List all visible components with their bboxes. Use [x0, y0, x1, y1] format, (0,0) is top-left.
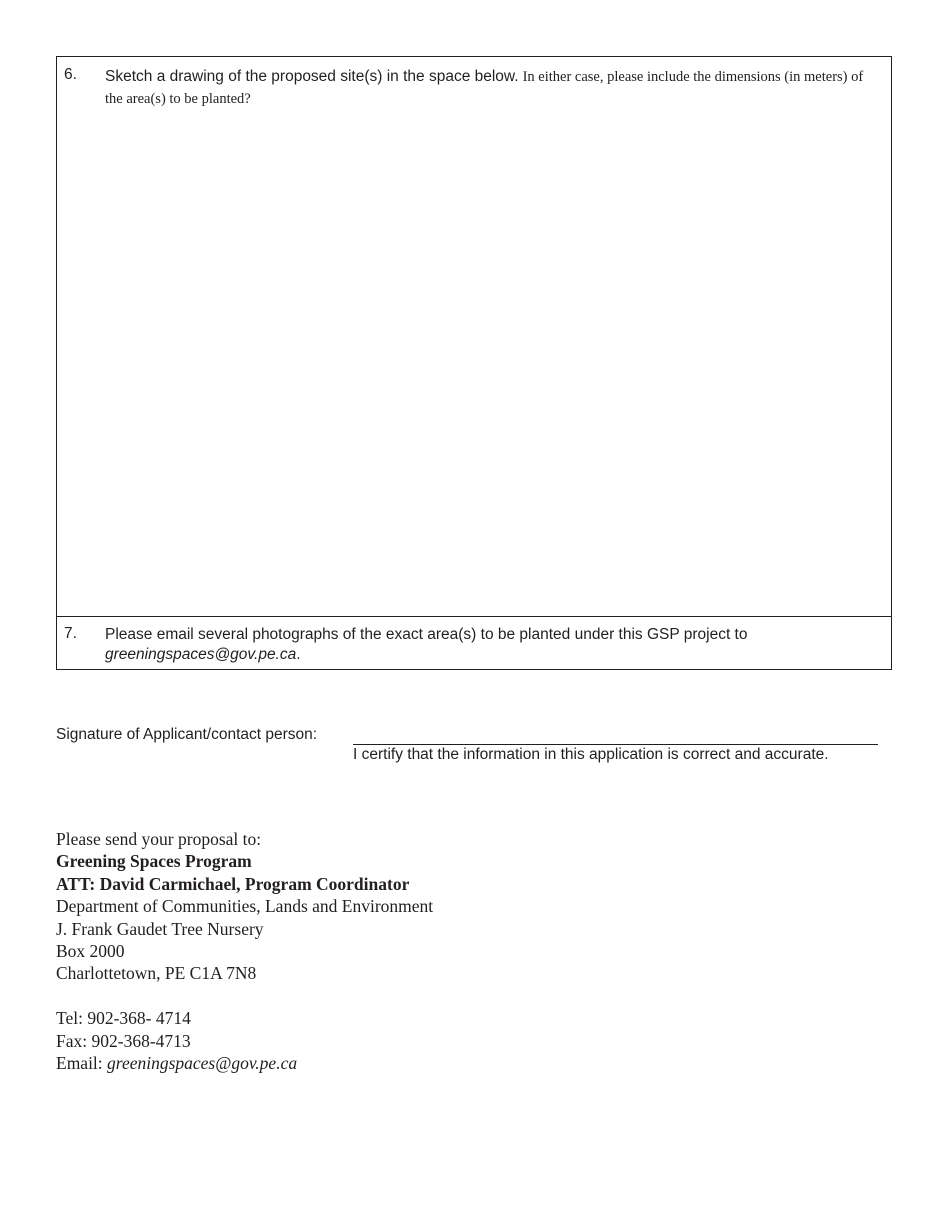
email-label: Email: — [56, 1053, 103, 1074]
signature-line[interactable] — [353, 744, 878, 745]
question-6-note: In either case, please include the dimensions (in meters) of the area(s) to be planted? — [105, 69, 864, 107]
fax-label: Fax: — [56, 1030, 88, 1051]
mailing-address — [56, 828, 433, 1074]
po-box: Box 2000 — [56, 941, 125, 962]
question-7-period: . — [296, 646, 301, 663]
sketch-area[interactable] — [57, 117, 891, 616]
certify-statement: I certify that the information in this application is correct and accurate. — [353, 746, 829, 763]
question-7-email: greeningspaces@gov.pe.ca — [105, 646, 297, 663]
city-postal: Charlottetown, PE C1A 7N8 — [56, 963, 257, 984]
email-line — [56, 1052, 433, 1074]
fax-line — [56, 1030, 433, 1052]
question-6-text — [105, 66, 869, 110]
tel-label: Tel: — [56, 1008, 83, 1029]
program-name: Greening Spaces Program — [56, 851, 252, 872]
question-6-number: 6. — [64, 66, 77, 83]
question-6-lead: Sketch a drawing of the proposed site(s) in the space below. — [105, 68, 519, 85]
tel-value: 902-368- 4714 — [87, 1008, 191, 1029]
question-7-cell — [57, 616, 891, 669]
attention-line: ATT: David Carmichael, Program Coordinator — [56, 873, 410, 894]
question-7-body: Please email several photographs of the exact area(s) to be planted under this GSP project to — [105, 626, 748, 643]
department-name: Department of Communities, Lands and Environment — [56, 896, 434, 917]
application-form-table — [56, 56, 892, 670]
fax-value: 902-368-4713 — [91, 1030, 191, 1051]
address-intro: Please send your proposal to: — [56, 829, 262, 849]
question-6-cell — [57, 57, 891, 617]
telephone-line — [56, 1007, 433, 1029]
question-7-number: 7. — [64, 625, 77, 642]
signature-label: Signature of Applicant/contact person: — [56, 726, 318, 743]
nursery-name: J. Frank Gaudet Tree Nursery — [56, 918, 264, 939]
email-link[interactable]: greeningspaces@gov.pe.ca — [107, 1053, 298, 1074]
question-7-text — [105, 625, 869, 665]
